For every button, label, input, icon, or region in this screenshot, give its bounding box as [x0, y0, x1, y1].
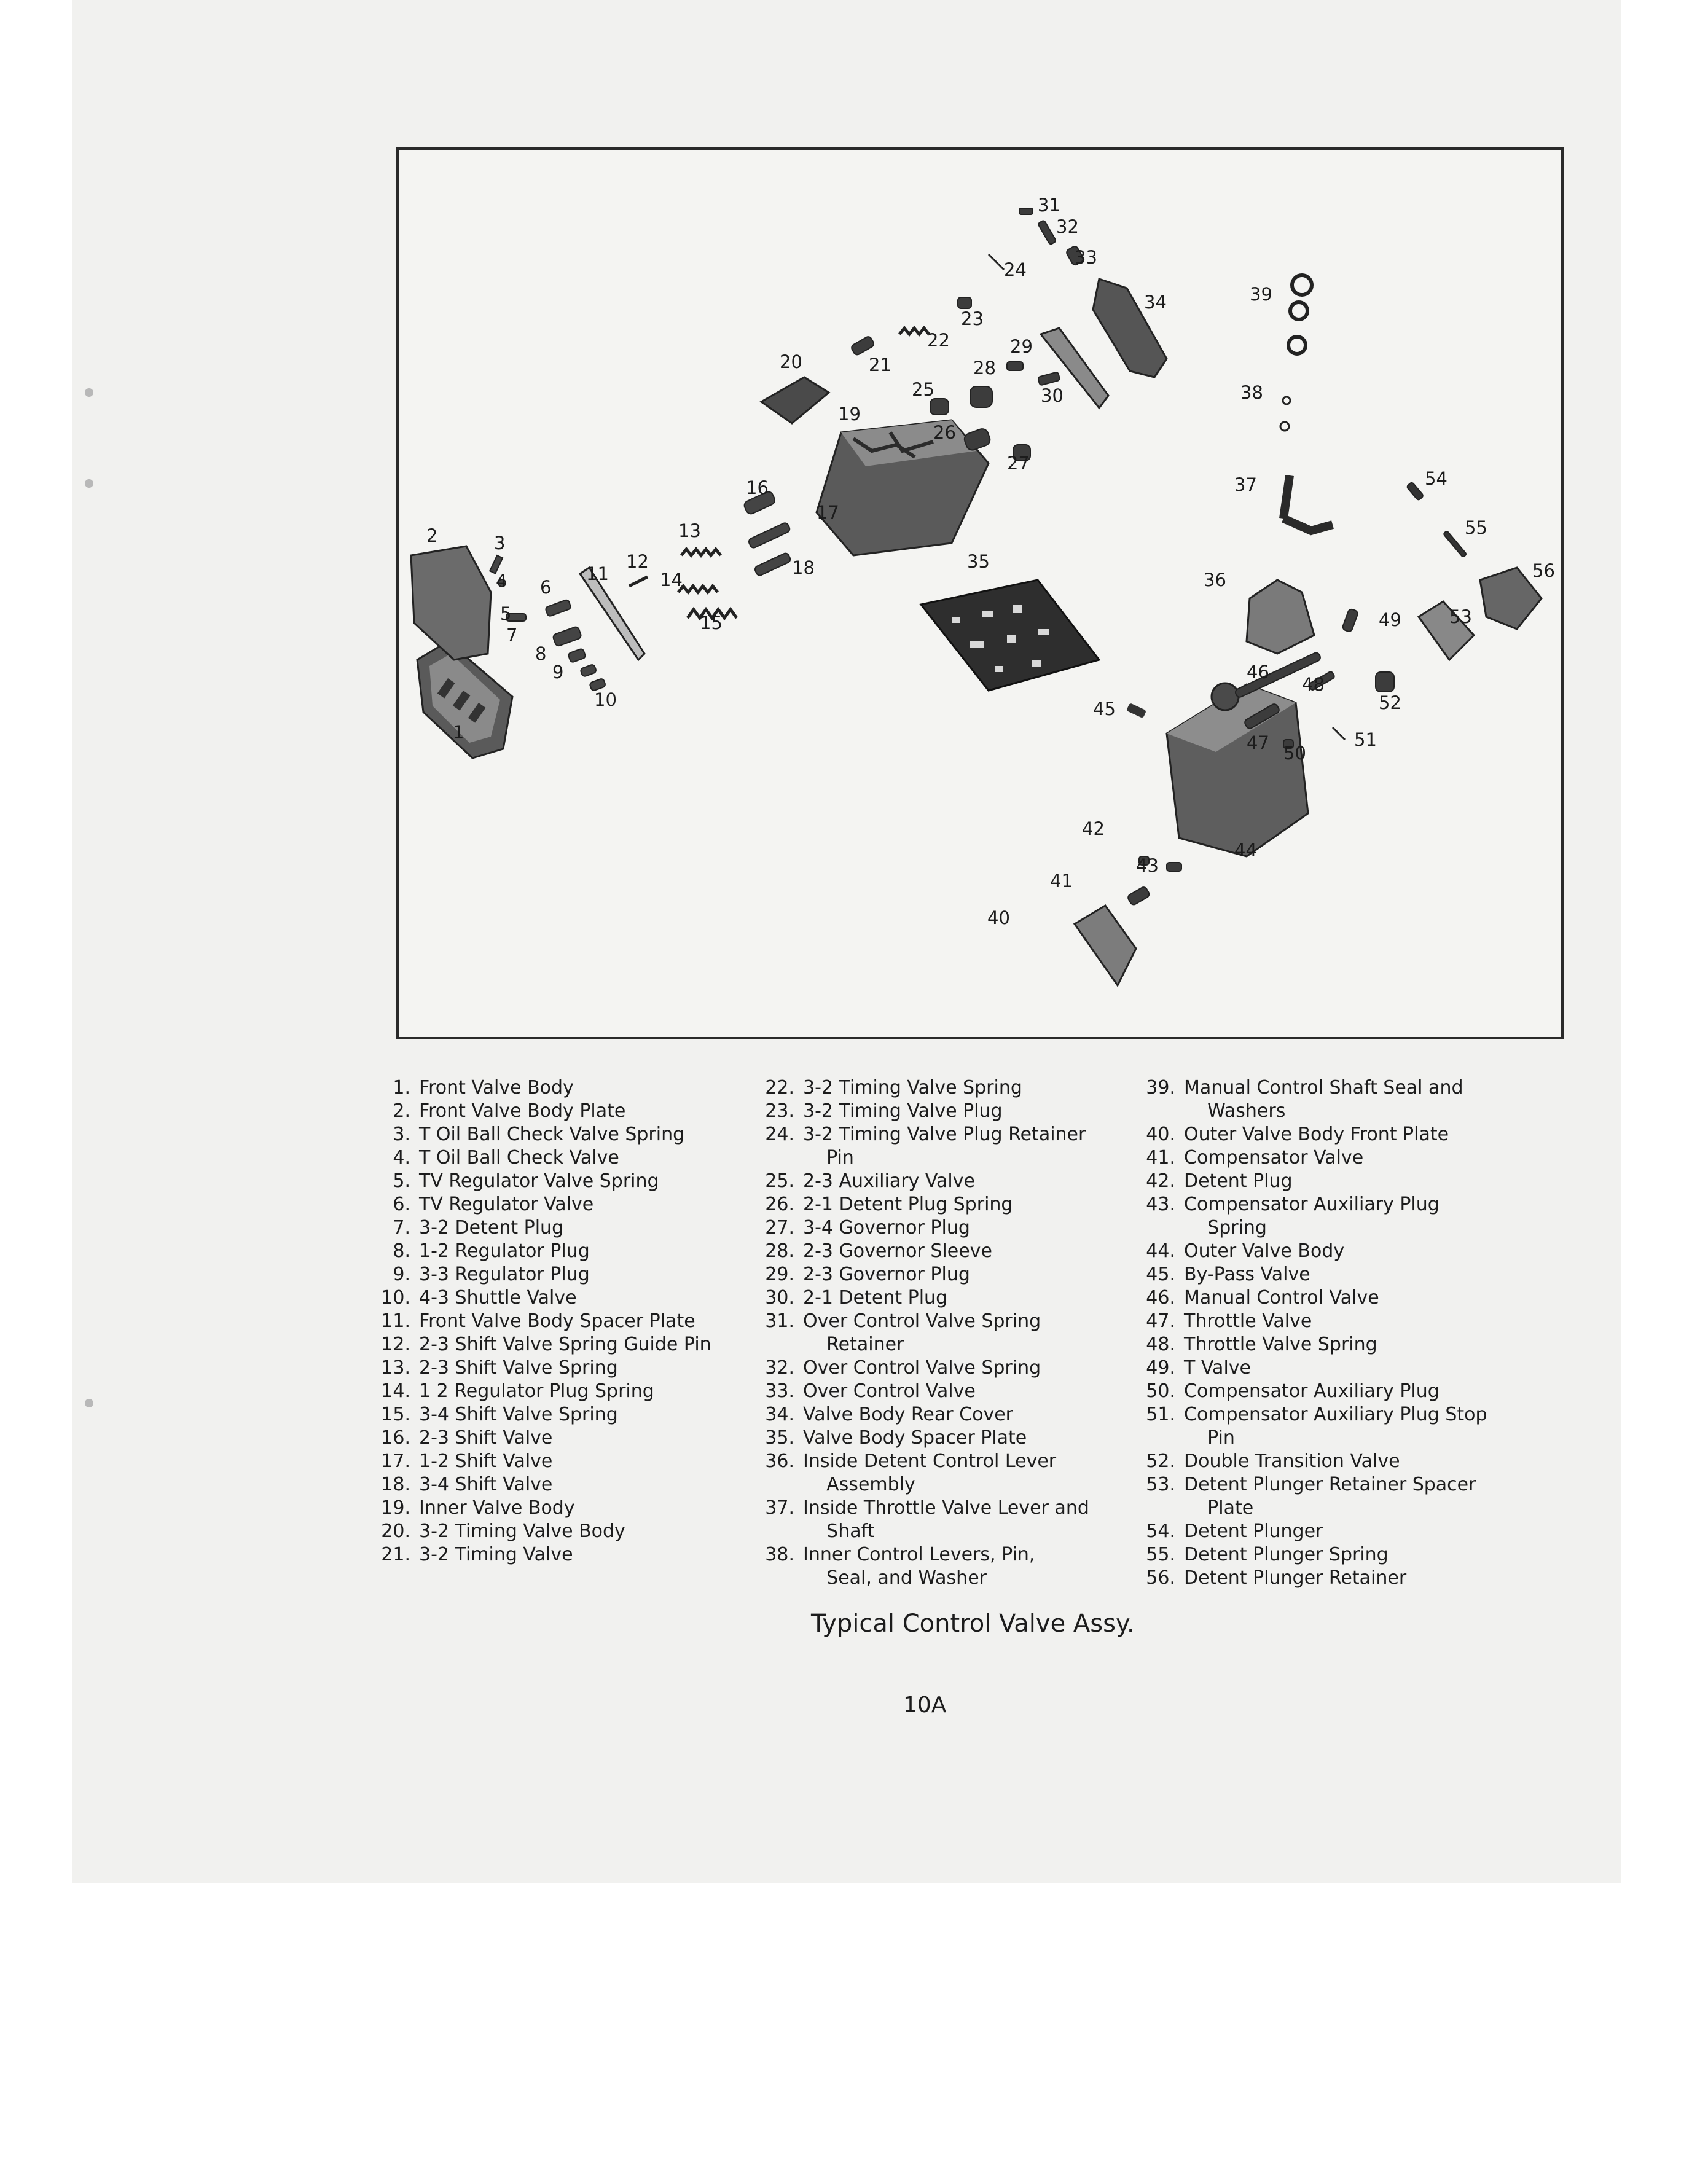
callout-48: 48: [1302, 674, 1325, 695]
binding-hole: [85, 1399, 93, 1407]
callout-36: 36: [1204, 569, 1226, 590]
legend-item-number: 49.: [1146, 1357, 1175, 1379]
legend-item: [1134, 1193, 1564, 1240]
legend-item: [369, 1356, 774, 1380]
legend-item-label: 2-3 Shift Valve: [419, 1427, 553, 1449]
callout-52: 52: [1379, 692, 1401, 713]
legend-item-label: Detent Plunger: [1184, 1520, 1323, 1542]
callout-6: 6: [540, 577, 552, 598]
legend-item: [753, 1170, 1146, 1193]
callout-23: 23: [961, 308, 984, 329]
callout-40: 40: [987, 907, 1010, 928]
legend-item-number: 53.: [1146, 1474, 1175, 1495]
callout-10: 10: [594, 689, 617, 710]
callout-26: 26: [933, 422, 956, 443]
legend-item-label: 2-3 Shift Valve Spring Guide Pin: [419, 1334, 711, 1355]
legend-item: [753, 1123, 1146, 1170]
callout-5: 5: [500, 603, 512, 624]
exploded-view-figure: [396, 147, 1564, 1039]
callout-32: 32: [1056, 216, 1079, 237]
callout-39: 39: [1250, 284, 1272, 305]
legend-item: [369, 1100, 774, 1123]
legend-item-number: 21.: [381, 1544, 410, 1565]
callout-33: 33: [1075, 247, 1097, 268]
legend-item-number: 48.: [1146, 1334, 1175, 1355]
legend-item: [369, 1310, 774, 1333]
callout-16: 16: [746, 477, 769, 498]
legend-item: [369, 1473, 774, 1497]
legend-item-number: 55.: [1146, 1544, 1175, 1565]
legend-item: [369, 1403, 774, 1426]
legend-item-label: 1-2 Shift Valve: [419, 1450, 553, 1472]
part-seals-and-washers: [1280, 275, 1312, 431]
callout-14: 14: [660, 569, 683, 590]
part-3-2-timing-valve-body: [761, 377, 829, 423]
legend-item: [369, 1193, 774, 1216]
legend-item-number: 37.: [765, 1497, 794, 1519]
legend-item: [753, 1240, 1146, 1263]
legend-item-label: 3-3 Regulator Plug: [419, 1264, 590, 1285]
part-retainer-pin: [989, 254, 1004, 270]
callout-42: 42: [1082, 818, 1105, 839]
legend-item-label: Inside Detent Control Lever Assembly: [803, 1450, 1057, 1495]
legend-item-number: 32.: [765, 1357, 794, 1379]
callout-17: 17: [817, 502, 839, 523]
legend-item: [369, 1170, 774, 1193]
legend-item-number: 13.: [381, 1357, 410, 1379]
legend-item: [1134, 1263, 1564, 1286]
legend-item-number: 18.: [381, 1474, 410, 1495]
legend-item: [753, 1403, 1146, 1426]
callout-19: 19: [838, 404, 861, 425]
legend-item-label: Front Valve Body Spacer Plate: [419, 1310, 695, 1332]
legend-item: [369, 1543, 774, 1567]
legend-item-number: 51.: [1146, 1404, 1175, 1425]
callout-41: 41: [1050, 871, 1073, 891]
callout-8: 8: [535, 643, 547, 664]
legend-item-label: Detent Plug: [1184, 1170, 1293, 1192]
legend-item-label: Throttle Valve: [1184, 1310, 1312, 1332]
legend-item-label: Valve Body Spacer Plate: [803, 1427, 1027, 1449]
legend-item: [1134, 1076, 1564, 1123]
legend-item: [369, 1497, 774, 1520]
legend-item: [369, 1076, 774, 1100]
callout-28: 28: [973, 358, 996, 378]
part-outer-valve-body-front-plate: [1075, 906, 1136, 985]
legend-item-label: Manual Control Valve: [1184, 1287, 1379, 1309]
callout-49: 49: [1379, 609, 1401, 630]
callout-43: 43: [1136, 855, 1159, 876]
legend-item: [1134, 1567, 1564, 1590]
legend-item-number: 20.: [381, 1520, 410, 1542]
callout-35: 35: [967, 551, 990, 572]
legend-item-number: 34.: [765, 1404, 794, 1425]
callout-37: 37: [1234, 474, 1257, 495]
callout-54: 54: [1425, 468, 1447, 489]
legend-item-number: 36.: [765, 1450, 794, 1472]
callout-56: 56: [1532, 560, 1555, 581]
legend-item-label: TV Regulator Valve: [419, 1194, 594, 1215]
part-by-pass-valve: [1126, 703, 1146, 718]
legend-item-label: 3-2 Timing Valve Plug Retainer Pin: [803, 1124, 1086, 1168]
legend-item: [1134, 1403, 1564, 1450]
legend-item: [369, 1263, 774, 1286]
legend-item-label: Outer Valve Body: [1184, 1240, 1345, 1262]
legend-item-label: Over Control Valve Spring Retainer: [803, 1310, 1041, 1355]
legend-item: [369, 1520, 774, 1543]
legend-item: [753, 1193, 1146, 1216]
callout-9: 9: [552, 662, 564, 683]
legend-item: [753, 1543, 1146, 1590]
legend-item: [369, 1333, 774, 1356]
legend-item: [369, 1146, 774, 1170]
part-inside-detent-control-lever: [1247, 580, 1314, 654]
legend-item-label: 3-2 Timing Valve Body: [419, 1520, 625, 1542]
legend-item-label: 3-4 Governor Plug: [803, 1217, 970, 1239]
legend-item: [1134, 1123, 1564, 1146]
callout-25: 25: [912, 379, 934, 400]
legend-item-label: 2-3 Governor Plug: [803, 1264, 970, 1285]
legend-item: [753, 1216, 1146, 1240]
parts-legend-column-3: [1134, 1076, 1564, 1590]
callout-22: 22: [927, 330, 950, 351]
binding-hole: [85, 388, 93, 397]
legend-item-number: 35.: [765, 1427, 794, 1449]
callout-2: 2: [426, 525, 438, 546]
callout-12: 12: [626, 551, 649, 572]
legend-item-label: T Valve: [1184, 1357, 1251, 1379]
legend-item-number: 40.: [1146, 1124, 1175, 1145]
legend-item-number: 52.: [1146, 1450, 1175, 1472]
legend-item: [753, 1310, 1146, 1356]
parts-legend-column-1: [369, 1076, 774, 1567]
legend-item-label: 2-1 Detent Plug Spring: [803, 1194, 1013, 1215]
legend-item: [1134, 1170, 1564, 1193]
legend-item: [369, 1123, 774, 1146]
legend-item-label: By-Pass Valve: [1184, 1264, 1310, 1285]
legend-item-number: 33.: [765, 1380, 794, 1402]
legend-item-number: 8.: [393, 1240, 410, 1262]
parts-legend-column-2: [753, 1076, 1146, 1590]
legend-item: [1134, 1520, 1564, 1543]
legend-item-number: 50.: [1146, 1380, 1175, 1402]
exploded-view-drawing: [399, 150, 1561, 1037]
callout-44: 44: [1234, 840, 1257, 861]
callout-31: 31: [1038, 195, 1060, 216]
legend-item-number: 1.: [393, 1077, 410, 1098]
callout-7: 7: [506, 625, 518, 646]
callout-27: 27: [1007, 453, 1030, 474]
callout-11: 11: [586, 563, 609, 584]
legend-item-label: T Oil Ball Check Valve: [419, 1147, 619, 1168]
legend-item-label: 3-2 Timing Valve: [419, 1544, 573, 1565]
legend-item: [753, 1100, 1146, 1123]
legend-item-number: 24.: [765, 1124, 794, 1145]
legend-item: [1134, 1333, 1564, 1356]
legend-item-label: 1 2 Regulator Plug Spring: [419, 1380, 654, 1402]
legend-item-number: 46.: [1146, 1287, 1175, 1309]
callout-labels: [426, 195, 1555, 928]
legend-item-label: 2-3 Governor Sleeve: [803, 1240, 992, 1262]
legend-item-number: 29.: [765, 1264, 794, 1285]
callout-29: 29: [1010, 336, 1033, 357]
legend-item-number: 6.: [393, 1194, 410, 1215]
legend-item-label: Detent Plunger Spring: [1184, 1544, 1389, 1565]
legend-item-number: 4.: [393, 1147, 410, 1168]
legend-item-label: 2-3 Auxiliary Valve: [803, 1170, 975, 1192]
legend-item-label: Manual Control Shaft Seal and Washers: [1184, 1077, 1463, 1122]
part-shift-valves: [743, 490, 791, 577]
legend-item-number: 9.: [393, 1264, 410, 1285]
callout-21: 21: [869, 354, 891, 375]
legend-item-label: 2-1 Detent Plug: [803, 1287, 948, 1309]
legend-item-label: 3-4 Shift Valve Spring: [419, 1404, 618, 1425]
legend-item-label: Over Control Valve: [803, 1380, 976, 1402]
legend-item-label: 3-4 Shift Valve: [419, 1474, 553, 1495]
legend-item-label: 2-3 Shift Valve Spring: [419, 1357, 618, 1379]
callout-3: 3: [494, 533, 506, 554]
legend-item: [1134, 1286, 1564, 1310]
legend-item: [369, 1240, 774, 1263]
legend-item-number: 23.: [765, 1100, 794, 1122]
legend-item-number: 43.: [1146, 1194, 1175, 1215]
legend-item: [369, 1380, 774, 1403]
legend-item-number: 15.: [381, 1404, 410, 1425]
legend-item-label: 4-3 Shuttle Valve: [419, 1287, 577, 1309]
legend-item-label: 3-2 Timing Valve Spring: [803, 1077, 1022, 1098]
legend-item-number: 47.: [1146, 1310, 1175, 1332]
part-front-valve-body: [417, 641, 512, 758]
legend-item-label: Over Control Valve Spring: [803, 1357, 1041, 1379]
callout-55: 55: [1465, 517, 1487, 538]
legend-item-number: 26.: [765, 1194, 794, 1215]
legend-item: [369, 1426, 774, 1450]
legend-item-label: Compensator Valve: [1184, 1147, 1364, 1168]
callout-34: 34: [1144, 292, 1167, 313]
legend-item-number: 41.: [1146, 1147, 1175, 1168]
part-front-valve-body-plate: [411, 546, 491, 660]
legend-item-label: Double Transition Valve: [1184, 1450, 1400, 1472]
legend-item-number: 45.: [1146, 1264, 1175, 1285]
legend-item-number: 5.: [393, 1170, 410, 1192]
legend-item-label: Compensator Auxiliary Plug Spring: [1184, 1194, 1440, 1239]
legend-item-number: 28.: [765, 1240, 794, 1262]
legend-item-label: Inner Valve Body: [419, 1497, 575, 1519]
legend-item-number: 22.: [765, 1077, 794, 1098]
callout-4: 4: [496, 571, 507, 592]
callout-45: 45: [1093, 699, 1116, 719]
callout-38: 38: [1240, 382, 1263, 403]
legend-item-label: Inside Throttle Valve Lever and Shaft: [803, 1497, 1089, 1542]
callout-1: 1: [453, 722, 464, 743]
legend-item-label: Front Valve Body Plate: [419, 1100, 626, 1122]
callout-50: 50: [1283, 743, 1306, 764]
binding-hole: [85, 479, 93, 488]
legend-item: [1134, 1310, 1564, 1333]
part-inside-throttle-valve-lever: [1283, 475, 1333, 531]
callout-46: 46: [1247, 662, 1269, 683]
legend-item-label: Valve Body Rear Cover: [803, 1404, 1013, 1425]
legend-item-label: Compensator Auxiliary Plug Stop Pin: [1184, 1404, 1487, 1449]
legend-item: [753, 1076, 1146, 1100]
part-valve-body-spacer-plate: [921, 580, 1099, 691]
legend-item: [1134, 1240, 1564, 1263]
legend-item: [1134, 1473, 1564, 1520]
callout-13: 13: [678, 520, 701, 541]
legend-item-number: 39.: [1146, 1077, 1175, 1098]
legend-item-label: 1-2 Regulator Plug: [419, 1240, 590, 1262]
legend-item-label: T Oil Ball Check Valve Spring: [419, 1124, 685, 1145]
legend-item-label: Inner Control Levers, Pin, Seal, and Washer: [803, 1544, 1035, 1589]
legend-item-number: 11.: [381, 1310, 410, 1332]
callout-20: 20: [780, 351, 802, 372]
legend-item: [753, 1426, 1146, 1450]
legend-item-number: 38.: [765, 1544, 794, 1565]
callout-53: 53: [1449, 606, 1472, 627]
legend-item-number: 31.: [765, 1310, 794, 1332]
legend-item-number: 25.: [765, 1170, 794, 1192]
legend-item-number: 27.: [765, 1217, 794, 1239]
legend-item-number: 10.: [381, 1287, 410, 1309]
legend-item: [753, 1286, 1146, 1310]
legend-item-number: 14.: [381, 1380, 410, 1402]
callout-24: 24: [1004, 259, 1027, 280]
page-number: 10A: [903, 1693, 947, 1718]
legend-item: [1134, 1356, 1564, 1380]
legend-item-label: Throttle Valve Spring: [1184, 1334, 1377, 1355]
legend-item-number: 44.: [1146, 1240, 1175, 1262]
legend-item-number: 42.: [1146, 1170, 1175, 1192]
legend-item-number: 3.: [393, 1124, 410, 1145]
legend-item-number: 30.: [765, 1287, 794, 1309]
legend-item: [753, 1263, 1146, 1286]
legend-item: [753, 1356, 1146, 1380]
legend-item-label: Front Valve Body: [419, 1077, 574, 1098]
figure-caption: Typical Control Valve Assy.: [811, 1610, 1135, 1638]
legend-item-number: 16.: [381, 1427, 410, 1449]
part-inner-valve-body: [817, 420, 989, 555]
legend-item-label: 3-2 Timing Valve Plug: [803, 1100, 1003, 1122]
legend-item: [369, 1216, 774, 1240]
legend-item: [369, 1450, 774, 1473]
legend-item-label: Outer Valve Body Front Plate: [1184, 1124, 1449, 1145]
legend-item-label: TV Regulator Valve Spring: [419, 1170, 659, 1192]
callout-30: 30: [1041, 385, 1064, 406]
legend-item: [753, 1497, 1146, 1543]
legend-item-number: 7.: [393, 1217, 410, 1239]
legend-item: [1134, 1380, 1564, 1403]
part-outer-valve-body: [1167, 683, 1308, 856]
legend-item-number: 2.: [393, 1100, 410, 1122]
legend-item-label: 3-2 Detent Plug: [419, 1217, 564, 1239]
legend-item: [1134, 1450, 1564, 1473]
legend-item-number: 54.: [1146, 1520, 1175, 1542]
callout-18: 18: [792, 557, 815, 578]
legend-item-number: 56.: [1146, 1567, 1175, 1589]
callout-15: 15: [700, 612, 723, 633]
legend-item-label: Compensator Auxiliary Plug: [1184, 1380, 1440, 1402]
legend-item: [1134, 1543, 1564, 1567]
legend-item: [753, 1450, 1146, 1497]
legend-item-label: Detent Plunger Retainer: [1184, 1567, 1407, 1589]
legend-item: [1134, 1146, 1564, 1170]
callout-47: 47: [1247, 732, 1269, 753]
legend-item-number: 19.: [381, 1497, 410, 1519]
legend-item-number: 17.: [381, 1450, 410, 1472]
legend-item: [753, 1380, 1146, 1403]
legend-item-label: Detent Plunger Retainer Spacer Plate: [1184, 1474, 1476, 1519]
legend-item: [369, 1286, 774, 1310]
callout-51: 51: [1354, 729, 1377, 750]
part-detent-plunger: [1406, 482, 1467, 557]
legend-item-number: 12.: [381, 1334, 410, 1355]
